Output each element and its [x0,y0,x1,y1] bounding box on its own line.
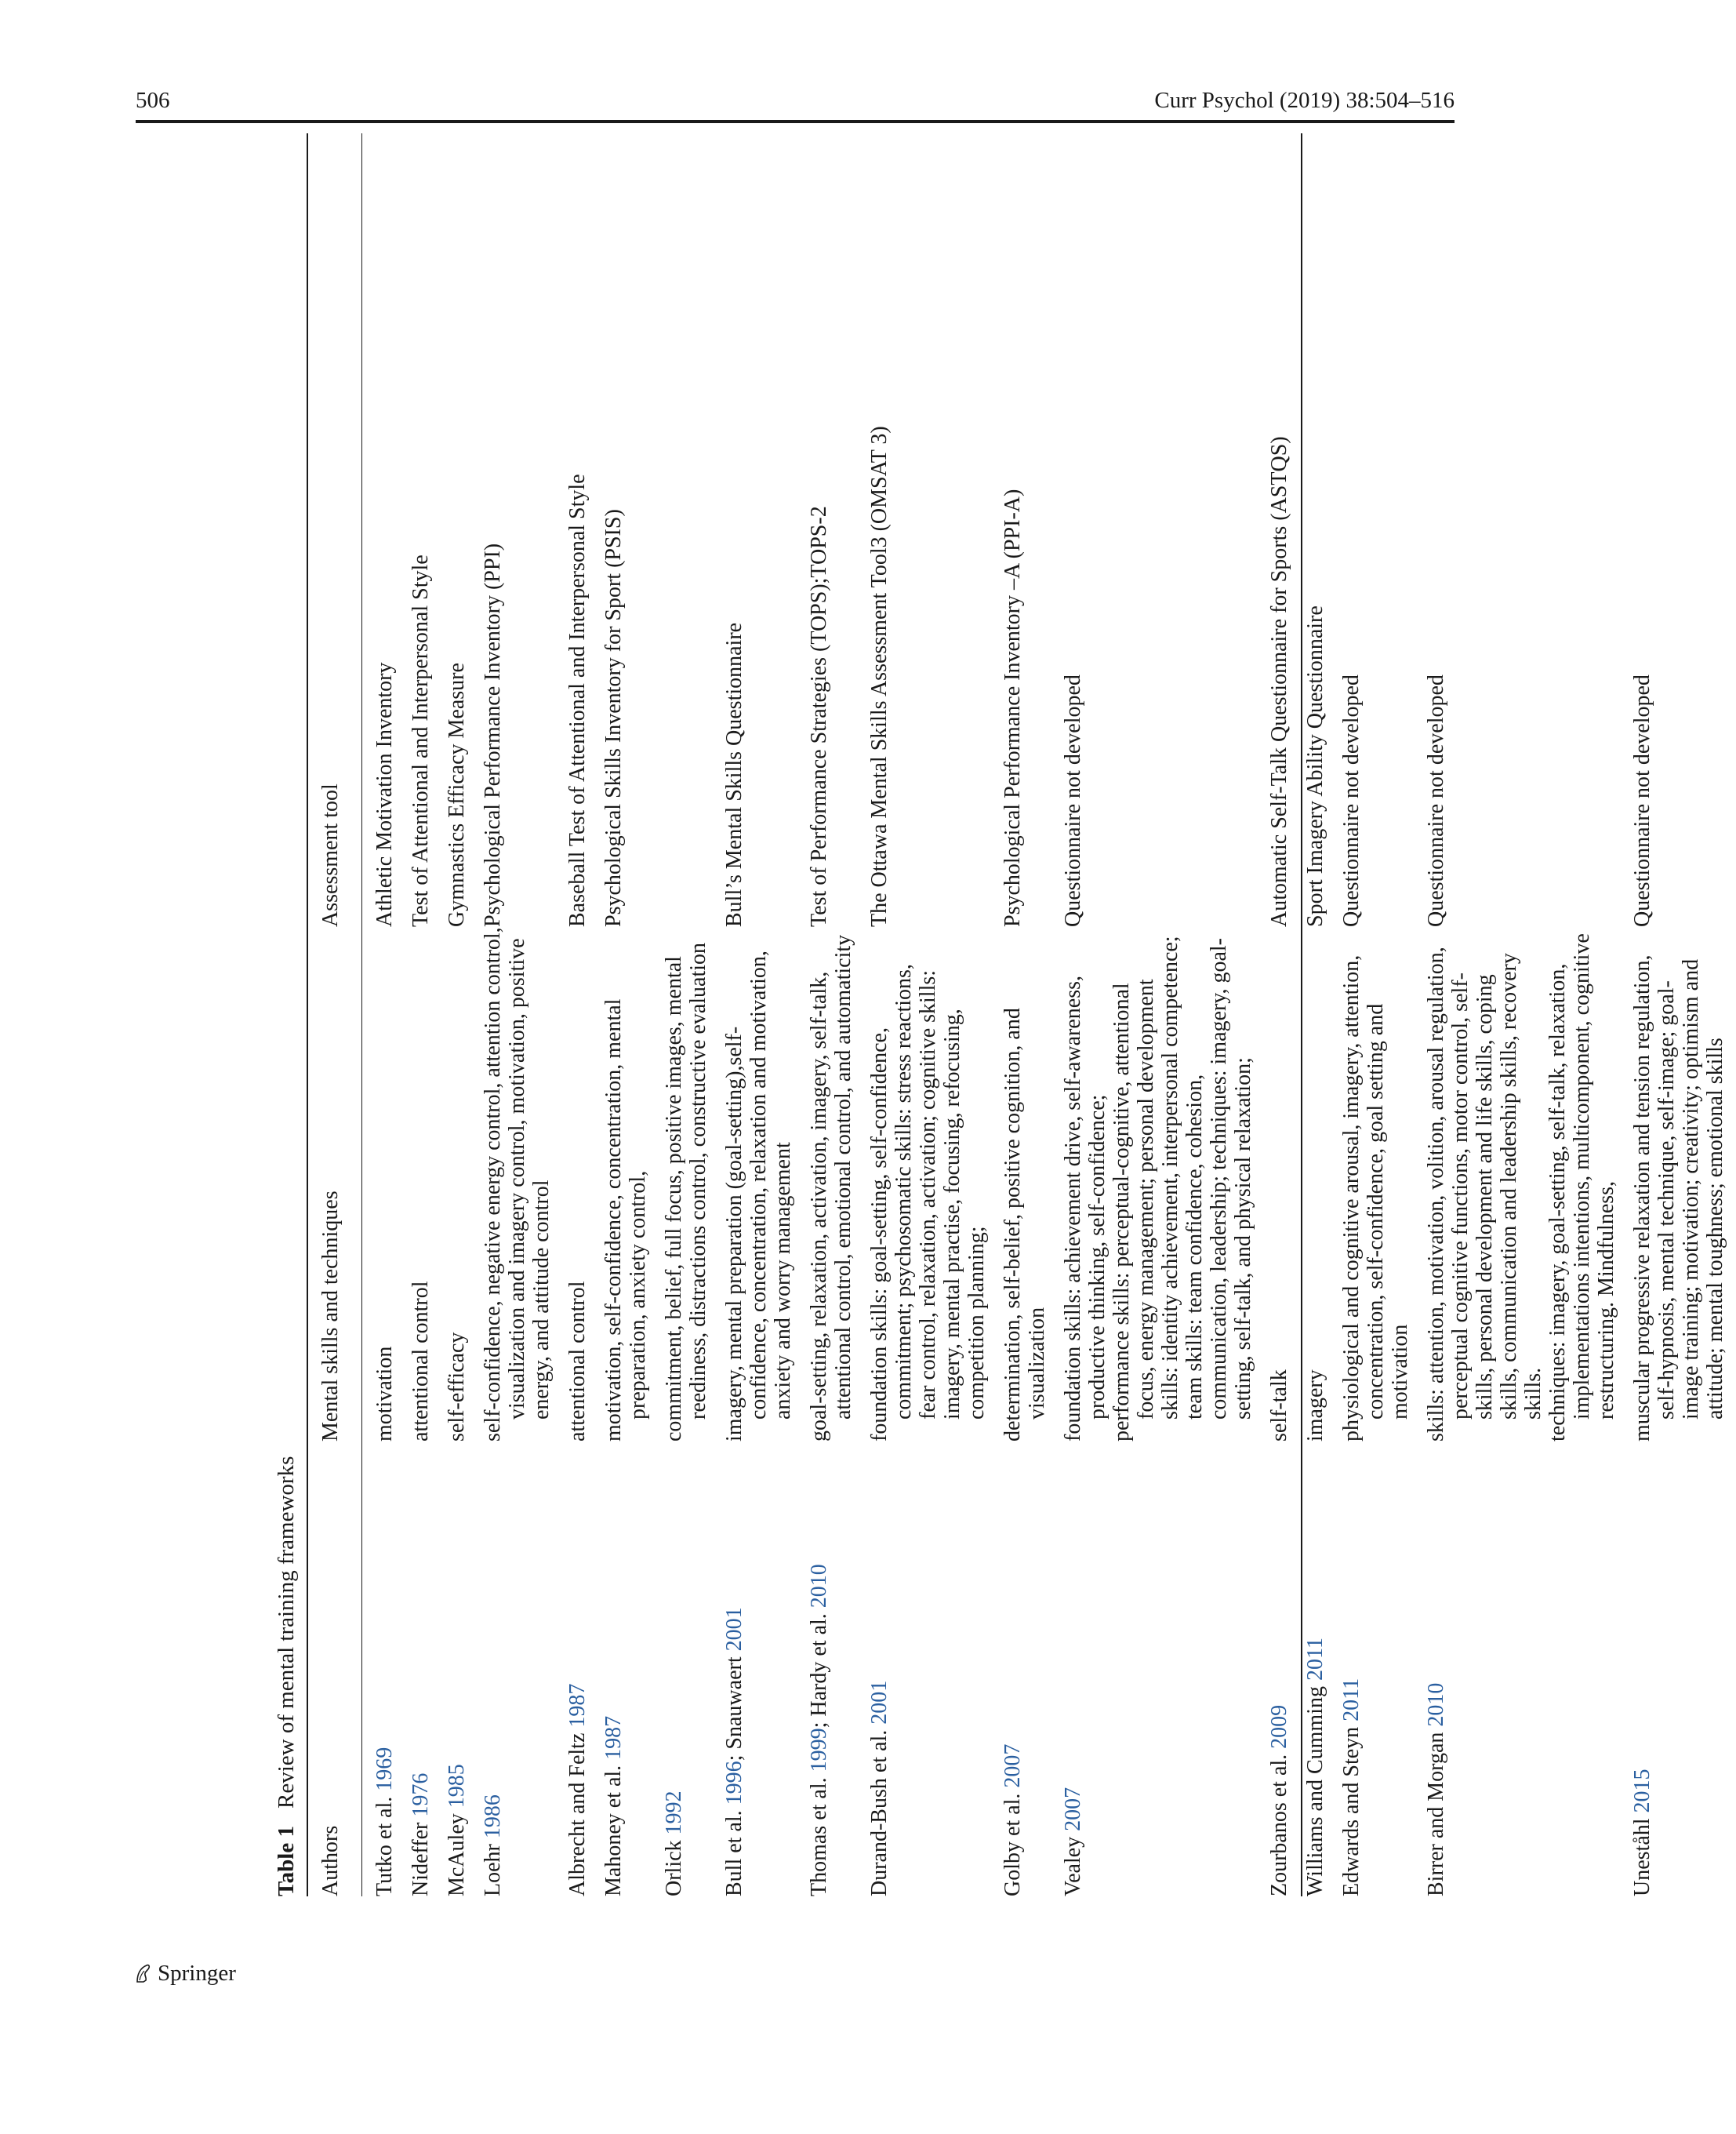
table-row [864,133,997,1896]
authors-cell [601,1441,626,1896]
skills-text: determination, self-belief, positive cognition, and visualization [1001,1008,1049,1441]
authors-cell [1424,1441,1448,1896]
skills-text: imagery, mental preparation (goal-setting),self-confidence, concentration, relaxation and motivation, anxiety and worry management [722,951,795,1441]
assessment-tool-cell [409,133,433,927]
assessment-tool-text: The Ottawa Mental Skills Assessment Tool3 (OMSAT 3) [867,426,892,927]
assessment-tool-text: Questionnaire not developed [1630,674,1654,927]
assessment-tool-text: Bull’s Mental Skills Questionnaire [722,622,746,927]
table-caption [267,1456,305,1896]
assessment-tool-cell [445,133,469,927]
citation-year-link[interactable]: 1986 [481,1794,505,1839]
author-names: Orlick [662,1834,686,1896]
table-bottom-rule [1301,133,1302,1896]
publisher-name: Springer [158,1961,236,1986]
assessment-tool-cell [1001,133,1025,927]
springer-horse-icon [134,1963,153,1983]
table-row [804,133,864,1896]
authors-cell [445,1441,469,1896]
table-1 [267,133,1727,1896]
citation-year-link[interactable]: 2010 [807,1564,831,1609]
author-names: Vealey [1061,1830,1085,1896]
authors-cell [807,1441,831,1896]
skills-text: attentional control [565,1281,590,1441]
skills-cell [565,927,590,1441]
citation-year-link[interactable]: 1985 [445,1764,469,1809]
table-row [562,133,598,1896]
table-row [1264,133,1300,1896]
table-row [659,133,719,1896]
citation-year-link[interactable]: 1987 [601,1715,626,1760]
citation-year-link[interactable]: 1999 [807,1728,831,1772]
skills-text: self-efficacy [445,1332,469,1441]
assessment-tool-text: Questionnaire not developed [1061,674,1085,927]
table-label: Table 1 [274,1826,299,1896]
skills-text: skills: attention, motivation, volition, arousal regulation, perceptual cognitive functions, motor control, self-skills, personal development and life skills, coping skills, communication and leadership skills, recovery skills. [1424,947,1545,1441]
skills-cell [722,927,795,1441]
citation-year-link[interactable]: 1992 [662,1790,686,1835]
skills-text: goal-setting, relaxation, activation, imagery, self-talk, attentional control, emotional control, and automaticity [807,934,855,1441]
assessment-tool-cell [1303,133,1327,927]
skills-cell [372,927,397,1441]
assessment-tool-text: Gymnastics Efficacy Measure [445,663,469,927]
author-names: ; Snauwaert [722,1651,746,1761]
journal-reference: Curr Psychol (2019) 38:504–516 [1154,88,1455,113]
skills-text: self-confidence, negative energy control, attention control, visualization and imagery control, motivation, positive energy, and attitude control [481,927,554,1441]
table-header-rule [361,133,362,1896]
assessment-tool-cell [722,133,746,927]
table-row [1627,133,1736,1896]
assessment-tool-cell [1630,133,1654,927]
skills-cell [445,927,469,1441]
author-names: Durand-Bush et al. [867,1724,892,1896]
skills-cell [1339,927,1412,1441]
table-row [997,133,1058,1896]
skills-text: physiological and cognitive arousal, imagery, attention, concentration, self-confidence, goal setting and motivation [1339,954,1412,1441]
authors-cell [722,1441,746,1896]
running-head [136,88,1455,119]
author-names: Birrer and Morgan [1424,1726,1448,1896]
author-names: McAuley [445,1808,469,1896]
citation-year-link[interactable]: 2007 [1001,1743,1025,1788]
authors-cell [662,1441,686,1896]
skills-cell [1001,927,1049,1441]
assessment-tool-cell [1061,133,1085,927]
author-names: Loehr [481,1838,505,1896]
assessment-tool-cell [481,133,505,927]
skills-cell [601,927,650,1441]
skills-cell [662,927,710,1441]
skills-text: foundation skills: goal-setting, self-confidence, commitment; psychosomatic skills: stress reactions, fear control, relaxation, activation; cognitive skills: imagery, mental practise, focusing, refocusing, competition planning; [867,964,989,1441]
author-names: Thomas et al. [807,1772,831,1896]
assessment-tool-cell [867,133,892,927]
skills-cell [867,927,989,1441]
assessment-tool-cell [807,133,831,927]
table-row [1421,133,1627,1896]
assessment-tool-text: Sport Imagery Ability Questionnaire [1303,605,1327,927]
table-row [441,133,478,1896]
authors-cell [1267,1441,1291,1896]
citation-year-link[interactable]: 2015 [1630,1769,1654,1813]
skills-cell [481,927,554,1441]
assessment-tool-cell [1424,133,1448,927]
author-names: Tutko et al. [372,1790,397,1896]
citation-year-link[interactable]: 2001 [722,1607,746,1652]
assessment-tool-text: Test of Attentional and Interpersonal Style [409,554,433,927]
author-names: Mahoney et al. [601,1759,626,1896]
assessment-tool-text: Psychological Skills Inventory for Sport (PSIS) [601,509,626,927]
assessment-tool-text: Automatic Self-Talk Questionnaire for Sports (ASTQS) [1267,436,1291,927]
author-names: Edwards and Steyn [1339,1721,1364,1896]
author-names: Uneståhl [1630,1812,1654,1896]
author-names: ; Hardy et al. [807,1608,831,1729]
authors-cell [481,1441,505,1896]
skills-cell [1424,927,1618,1441]
skills-text: motivation, self-confidence, concentration, mental preparation, anxiety control, [601,998,650,1441]
table-row [478,133,562,1896]
citation-year-link[interactable]: 2009 [1267,1704,1291,1749]
table-caption-text: Review of mental training frameworks [274,1456,299,1809]
skills-text: techniques: imagery, goal-setting, self-talk, relaxation, implementations intentions, multicomponent, cognitive restructuring. Mindfulness, [1545,933,1618,1441]
page-number: 506 [136,88,170,113]
citation-year-link[interactable]: 2007 [1061,1787,1085,1831]
table-row [1336,133,1421,1896]
assessment-tool-text: Questionnaire not developed [1339,674,1364,927]
authors-cell [372,1441,397,1896]
skills-text: muscular progressive relaxation and tension regulation, self-hypnosis, mental technique, self-image; goal-image training; motivation; creativity; optimism and attitude; mental toughness; emotional skills [1630,954,1727,1441]
skills-cell [409,927,433,1441]
table-top-rule [307,133,308,1896]
citation-year-link[interactable]: 1987 [565,1683,590,1728]
skills-text: commitment, belief, full focus, positive images, mental reediness, distractions control, constructive evaluation [662,942,710,1441]
skills-text: self-talk [1267,1369,1291,1441]
skills-cell [807,927,855,1441]
authors-cell [1061,1441,1085,1896]
citation-year-link[interactable]: 1996 [722,1761,746,1805]
skills-text: foundation skills: achievement drive, self-awareness, productive thinking, self-confidence; [1061,975,1110,1441]
assessment-tool-text: Psychological Performance Inventory –A (PPI-A) [1001,489,1025,927]
authors-cell [409,1441,433,1896]
citation-year-link[interactable]: 1976 [409,1772,433,1817]
skills-text: motivation [372,1346,397,1441]
author-names: Golby et al. [1001,1787,1025,1896]
assessment-tool-cell [372,133,397,927]
table-body [369,133,1736,1896]
skills-cell [1303,927,1327,1441]
citation-year-link[interactable]: 2011 [1339,1678,1364,1721]
citation-year-link[interactable]: 2001 [867,1680,892,1725]
table-row [369,133,405,1896]
citation-year-link[interactable]: 1969 [372,1747,397,1791]
authors-cell [1630,1441,1654,1896]
citation-year-link[interactable]: 2011 [1303,1638,1327,1681]
authors-cell [1303,1441,1327,1896]
assessment-tool-cell [565,133,590,927]
table-row [1300,133,1336,1896]
header-rule [136,120,1455,123]
assessment-tool-cell [601,133,626,927]
authors-cell [565,1441,590,1896]
table-row [598,133,659,1896]
citation-year-link[interactable]: 2010 [1424,1682,1448,1727]
assessment-tool-text: Test of Performance Strategies (TOPS);TOPS-2 [807,506,831,927]
author-names: Nideffer [409,1816,433,1896]
author-names: Williams and Cumming [1303,1681,1327,1896]
skills-text: attentional control [409,1281,433,1441]
table-row [405,133,441,1896]
skills-cell [1267,927,1291,1441]
publisher-mark [134,1961,236,1987]
author-names: Albrecht and Feltz [565,1727,590,1896]
assessment-tool-cell [1267,133,1291,927]
table-row [719,133,804,1896]
author-names: Zourbanos et al. [1267,1748,1291,1896]
column-header-assessment-tool: Assessment tool [318,783,343,927]
assessment-tool-text: Psychological Performance Inventory (PPI) [481,543,505,927]
authors-cell [867,1441,892,1896]
assessment-tool-text: Athletic Motivation Inventory [372,662,397,927]
authors-cell [1001,1441,1025,1896]
skills-cell [1630,927,1727,1441]
column-header-authors: Authors [318,1825,343,1896]
assessment-tool-text: Questionnaire not developed [1424,674,1448,927]
skills-text: imagery [1303,1369,1327,1441]
table-row [1058,133,1264,1896]
authors-cell [1339,1441,1364,1896]
skills-cell [1061,927,1255,1441]
assessment-tool-text: Baseball Test of Attentional and Interpersonal Style [565,474,590,927]
author-names: Bull et al. [722,1805,746,1896]
column-header-mental-skills: Mental skills and techniques [318,1191,343,1441]
skills-text: performance skills: perceptual-cognitive, attentional focus, energy management; personal development skills: identity achievement, interpersonal competence; team skills: team confidence, cohesion, communication, leadership; techniques: imagery, goal-setting, self-talk, and physical relaxation; [1110,936,1255,1441]
assessment-tool-cell [1339,133,1364,927]
